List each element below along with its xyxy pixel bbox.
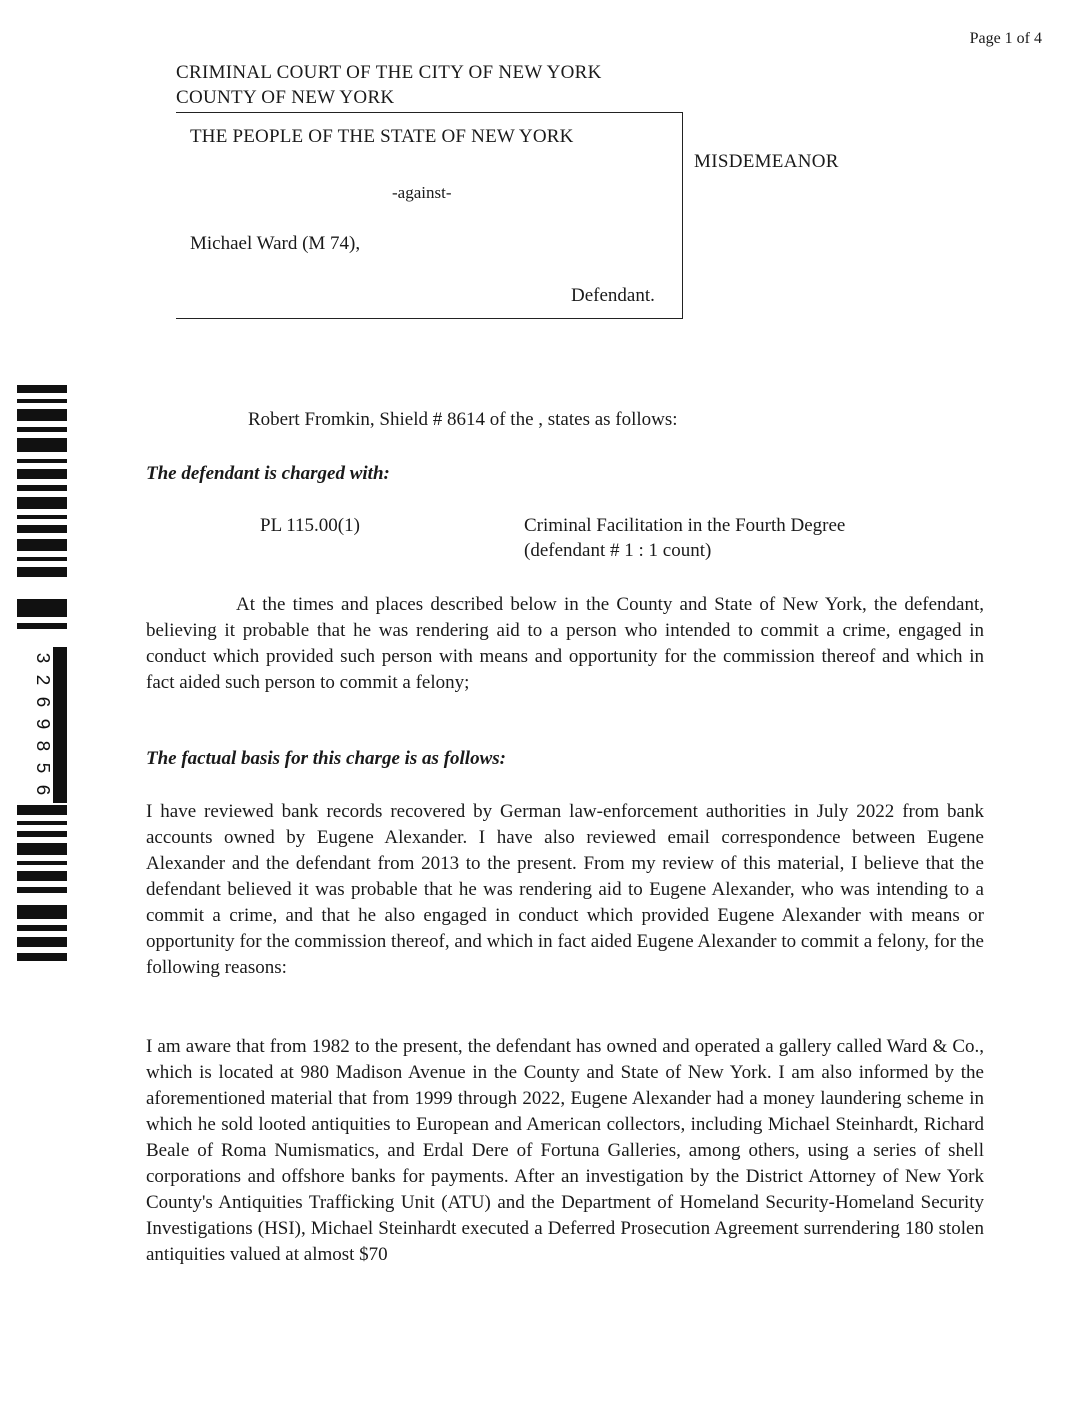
caption-people: THE PEOPLE OF THE STATE OF NEW YORK bbox=[190, 126, 574, 147]
caption-against: -against- bbox=[392, 183, 452, 202]
barcode bbox=[17, 385, 67, 965]
court-name: CRIMINAL COURT OF THE CITY OF NEW YORK bbox=[176, 62, 602, 83]
charge-paragraph: At the times and places described below in the County and State of New York, the defendant, believing it probable that he was rendering aid to a person who intended to commit a crime, engaged in conduct which provided such person with means and opportunity for the commission thereof and which in fact aided such person to commit a felony; bbox=[146, 594, 984, 693]
caption-defendant-name: Michael Ward (M 74), bbox=[190, 233, 361, 254]
charge-classification: MISDEMEANOR bbox=[694, 151, 839, 172]
page-number: Page 1 of 4 bbox=[969, 30, 1042, 47]
charge-code: PL 115.00(1) bbox=[260, 515, 360, 536]
charge-count: (defendant # 1 : 1 count) bbox=[524, 540, 712, 561]
factual-paragraph-2: I am aware that from 1982 to the present, the defendant has owned and operated a gallery called Ward & Co., which is located at 980 Madison Avenue in the County and State of New York. I am also informed by the aforementioned material that from 1999 through 2022, Eugene Alexander had a money laundering scheme in which he sold looted antiquities to European and American collectors, including Michael Steinhardt, Richard Beale of Roma Numismatics, and Erdal Dere of Fortuna Galleries, among others, using a series of shell corporations and offshore banks for payments. After an investigation by the District Attorney of New York County's Antiquities Trafficking Unit (ATU) and the Department of Homeland Security-Homeland Security Investigations (HSI), Michael Steinhardt executed a Deferred Prosecution Agreement surrendering 180 stolen antiquities valued at almost $70 bbox=[146, 1036, 984, 1265]
charge-description: Criminal Facilitation in the Fourth Degree bbox=[524, 515, 846, 536]
caption-defendant-label: Defendant. bbox=[571, 285, 655, 306]
complainant-statement: Robert Fromkin, Shield # 8614 of the , states as follows: bbox=[248, 409, 678, 430]
charge-heading: The defendant is charged with: bbox=[146, 463, 390, 484]
factual-basis-heading: The factual basis for this charge is as follows: bbox=[146, 748, 506, 769]
factual-paragraph-1: I have reviewed bank records recovered by German law-enforcement authorities in July 2022 from bank accounts owned by Eugene Alexander. I have also reviewed email correspondence between Eugene Alexander and the defendant from 2013 to the present. From my review of this material, I believe that the defendant believed it was probable that he was rendering aid to Eugene Alexander, who was intending to a commit a crime, and that he also engaged in conduct which provided Eugene Alexander with means or opportunity for the commission thereof, and which in fact aided Eugene Alexander to commit a felony, for the following reasons: bbox=[146, 801, 984, 978]
barcode-number: 3 2 6 9 8 5 6 bbox=[35, 647, 49, 801]
court-county: COUNTY OF NEW YORK bbox=[176, 87, 395, 108]
